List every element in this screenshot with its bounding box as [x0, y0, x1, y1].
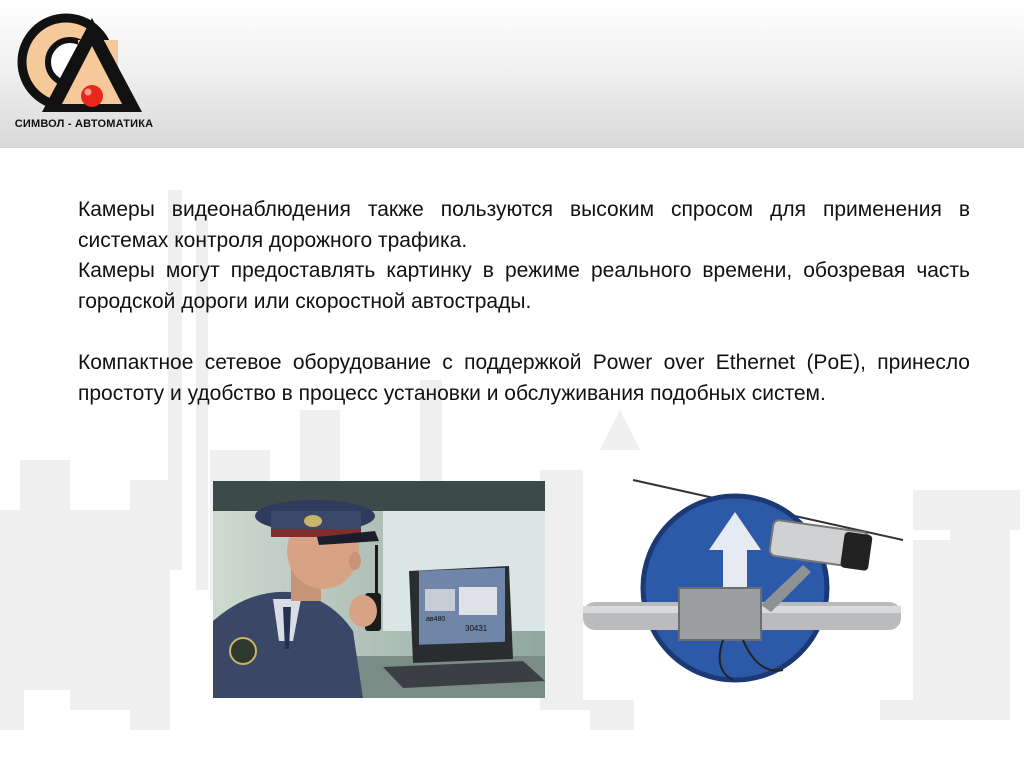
- screen-plate-1: ав480: [426, 616, 446, 623]
- body-text: [78, 195, 970, 409]
- paragraph-1: Камеры видеонаблюдения также пользуются высоким спросом для применения в системах контроля дорожного трафика.: [78, 198, 970, 252]
- screen-plate-2: 30431: [465, 624, 488, 633]
- logo-caption: СИМВОЛ - АВТОМАТИКА: [14, 118, 154, 130]
- officer-photo: [213, 481, 545, 698]
- paragraph-gap: [78, 317, 970, 348]
- traffic-camera-photo: [583, 470, 913, 700]
- header-band: [0, 0, 1024, 148]
- logo-mark-icon: [14, 10, 154, 120]
- paragraph-2: Камеры могут предоставлять картинку в режиме реального времени, обозревая часть городской дороги или скоростной автострады.: [78, 259, 970, 313]
- company-logo[interactable]: [14, 10, 154, 138]
- paragraph-3: Компактное сетевое оборудование с поддержкой Power over Ethernet (PoE), принесло простоту и удобство в процесс установки и обслуживания подобных систем.: [78, 351, 970, 405]
